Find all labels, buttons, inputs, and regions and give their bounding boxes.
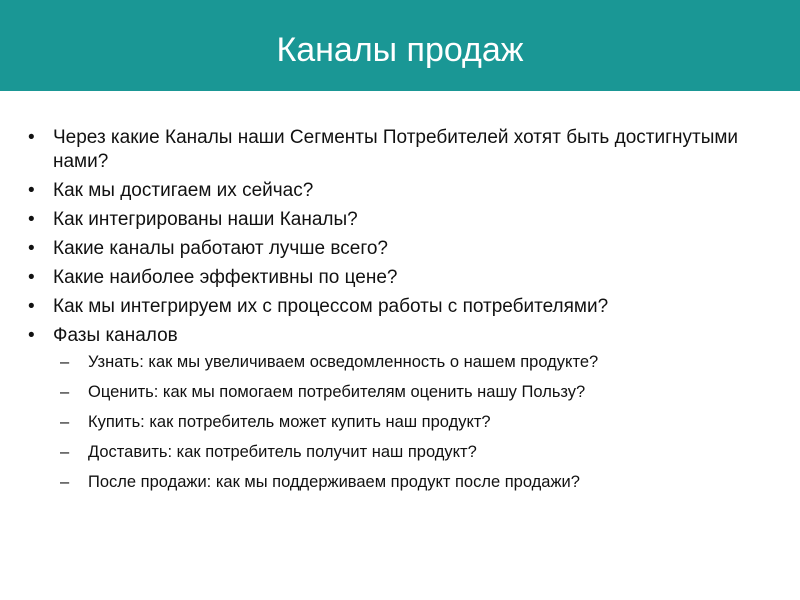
list-item-text: Фазы каналов: [53, 325, 178, 346]
bullet-marker: •: [28, 180, 35, 201]
list-item-text: Через какие Каналы наши Сегменты Потребителей хотят быть достигнутыми нами?: [53, 127, 739, 172]
phase-item-text: Узнать: как мы увеличиваем осведомленность о нашем продукте?: [88, 353, 599, 371]
phase-item: [53, 381, 768, 403]
bullet-marker: •: [28, 127, 35, 148]
dash-marker: –: [60, 443, 70, 461]
dash-marker: –: [60, 473, 70, 491]
bullet-list: [28, 126, 768, 493]
dash-marker: –: [60, 413, 70, 431]
phase-item-text: Доставить: как потребитель получит наш продукт?: [88, 443, 477, 461]
bullet-marker: •: [28, 296, 35, 317]
slide-title: Каналы продаж: [276, 31, 524, 69]
dash-marker: –: [60, 383, 70, 401]
list-item: [28, 208, 768, 232]
list-item: [28, 126, 768, 174]
list-item-text: Как интегрированы наши Каналы?: [53, 209, 358, 230]
list-item: [28, 295, 768, 319]
list-item: [28, 237, 768, 261]
list-item-text: Как мы интегрируем их с процессом работы с потребителями?: [53, 296, 609, 317]
phase-item-text: Купить: как потребитель может купить наш продукт?: [88, 413, 491, 431]
bullet-marker: •: [28, 238, 35, 259]
bullet-marker: •: [28, 209, 35, 230]
bullet-marker: •: [28, 267, 35, 288]
slide-content: [28, 126, 768, 501]
phase-item: [53, 351, 768, 373]
list-item-phases: [28, 324, 768, 493]
list-item-text: Как мы достигаем их сейчас?: [53, 180, 314, 201]
dash-marker: –: [60, 353, 70, 371]
phase-item-text: После продажи: как мы поддерживаем продукт после продажи?: [88, 473, 580, 491]
list-item-text: Какие каналы работают лучше всего?: [53, 238, 388, 259]
list-item: [28, 179, 768, 203]
phase-item: [53, 471, 768, 493]
phase-item-text: Оценить: как мы помогаем потребителям оценить нашу Пользу?: [88, 383, 586, 401]
list-item: [28, 266, 768, 290]
phase-item: [53, 441, 768, 463]
phase-item: [53, 411, 768, 433]
phase-list: [53, 351, 768, 493]
list-item-text: Какие наиболее эффективны по цене?: [53, 267, 398, 288]
bullet-marker: •: [28, 325, 35, 346]
